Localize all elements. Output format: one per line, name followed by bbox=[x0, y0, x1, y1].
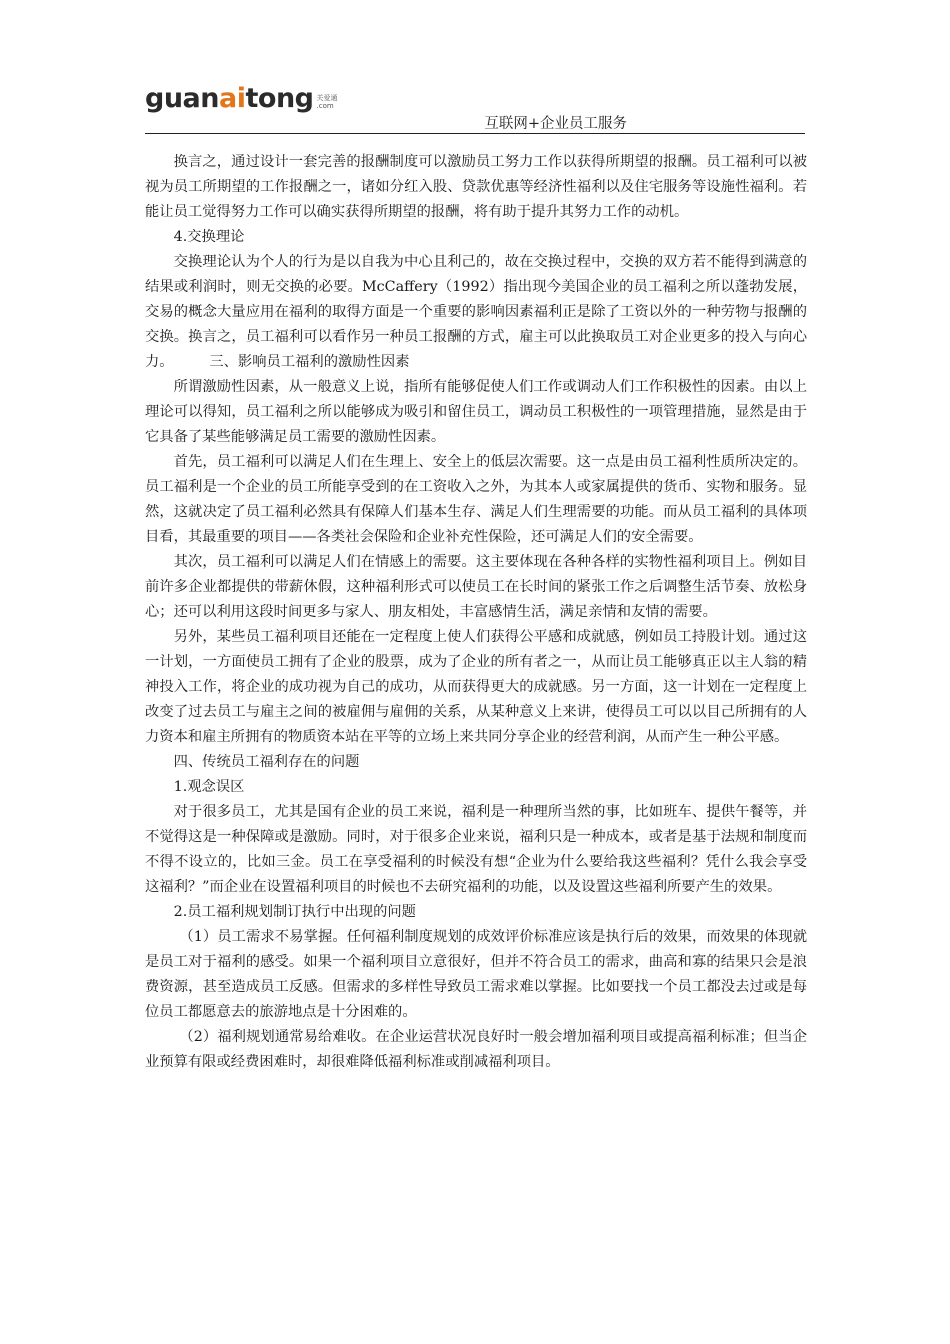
paragraph: 另外，某些员工福利项目还能在一定程度上使人们获得公平感和成就感，例如员工持股计划。通过这一计划，一方面使员工拥有了企业的股票，成为了企业的所有者之一，从而让员工能够真正以主人翁的精神投入工作，将企业的成功视为自己的成功，从而获得更大的成就感。另一方面，这一计划在一定程度上改变了过去员工与雇主之间的被雇佣与雇佣的关系，从某种意义上来讲，使得员工可以以目己所拥有的人力资本和雇主所拥有的物质资本站在平等的立场上来共同分享企业的经营利润，从而产生一种公平感。 bbox=[145, 629, 807, 745]
logo-prefix: guan bbox=[145, 83, 219, 114]
logo-subtext bbox=[317, 94, 338, 110]
logo-domain: .com bbox=[316, 102, 334, 110]
page-header bbox=[145, 78, 805, 134]
logo-ai: ai bbox=[219, 83, 246, 114]
section-heading: 四、传统员工福利存在的问题 bbox=[173, 754, 360, 770]
paragraph: 交换理论认为个人的行为是以自我为中心且利己的，故在交换过程中，交换的双方若不能得到满意的结果或利润时，则无交换的必要。McCaffery（1992）指出现今美国企业的员工福利之所以蓬勃发展，交易的概念大量应用在福利的取得方面是一个重要的影响因素福利正是除了工资以外的一种劳物与报酬的交换。换言之，员工福利可以看作另一种员工报酬的方式，雇主可以此换取员工对企业更多的投入与向心力。 三、影响员工福利的激励性因素 bbox=[145, 254, 807, 370]
logo-cn: 关爱通 bbox=[316, 94, 338, 102]
header-tagline: 互联网+企业员工服务 bbox=[484, 116, 627, 132]
paragraph: （1）员工需求不易掌握。任何福利制度规划的成效评价标准应该是执行后的效果，而效果的体现就是员工对于福利的感受。如果一个福利项目立意很好，但并不符合员工的需求，曲高和寡的结果只会是浪费资源，甚至造成员工反感。但需求的多样性导致员工需求难以掌握。比如要找一个员工都没去过或是每位员工都愿意去的旅游地点是十分困难的。 bbox=[145, 929, 807, 1020]
guanaitong-logo bbox=[145, 78, 338, 114]
document-body bbox=[145, 150, 807, 1075]
logo-wordmark bbox=[145, 84, 314, 114]
header-divider bbox=[145, 133, 805, 134]
paragraph: 换言之，通过设计一套完善的报酬制度可以激励员工努力工作以获得所期望的报酬。员工福利可以被视为员工所期望的工作报酬之一，诸如分红入股、贷款优惠等经济性福利以及住宅服务等设施性福利。若能让员工觉得努力工作可以确实获得所期望的报酬，将有助于提升其努力工作的动机。 bbox=[145, 154, 807, 220]
paragraph: 所谓激励性因素，从一般意义上说，指所有能够促使人们工作或调动人们工作积极性的因素。由以上理论可以得知，员工福利之所以能够成为吸引和留住员工，调动员工积极性的一项管理措施，显然是由于它具备了某些能够满足员工需要的激励性因素。 bbox=[145, 379, 807, 445]
paragraph: 其次，员工福利可以满足人们在情感上的需要。这主要体现在各种各样的实物性福利项目上。例如目前许多企业都提供的带薪休假，这种福利形式可以使员工在长时间的紧张工作之后调整生活节奏、放松身心；还可以利用这段时间更多与家人、朋友相处，丰富感情生活，满足亲情和友情的需要。 bbox=[145, 554, 807, 620]
subsection-heading: 1.观念误区 bbox=[173, 779, 245, 795]
logo-suffix: tong bbox=[245, 83, 314, 114]
paragraph: （2）福利规划通常易给难收。在企业运营状况良好时一般会增加福利项目或提高福利标准；但当企业预算有限或经费困难时，却很难降低福利标准或削减福利项目。 bbox=[145, 1029, 807, 1070]
section-heading: 4.交换理论 bbox=[173, 229, 245, 245]
paragraph: 对于很多员工，尤其是国有企业的员工来说，福利是一种理所当然的事，比如班车、提供午餐等，并不觉得这是一种保障或是激励。同时，对于很多企业来说，福利只是一种成本，或者是基于法规和制度而不得不设立的，比如三金。员工在享受福利的时候没有想“企业为什么要给我这些福利？凭什么我会享受这福利？”而企业在设置福利项目的时候也不去研究福利的功能，以及设置这些福利所要产生的效果。 bbox=[145, 804, 807, 895]
subsection-heading: 2.员工福利规划制订执行中出现的问题 bbox=[173, 904, 416, 920]
paragraph: 首先，员工福利可以满足人们在生理上、安全上的低层次需要。这一点是由员工福利性质所决定的。员工福利是一个企业的员工所能享受到的在工资收入之外，为其本人或家属提供的货币、实物和服务。显然，这就决定了员工福利必然具有保障人们基本生存、满足人们生理需要的功能。而从员工福利的具体项目看，其最重要的项目——各类社会保险和企业补充性保险，还可满足人们的安全需要。 bbox=[145, 454, 807, 545]
